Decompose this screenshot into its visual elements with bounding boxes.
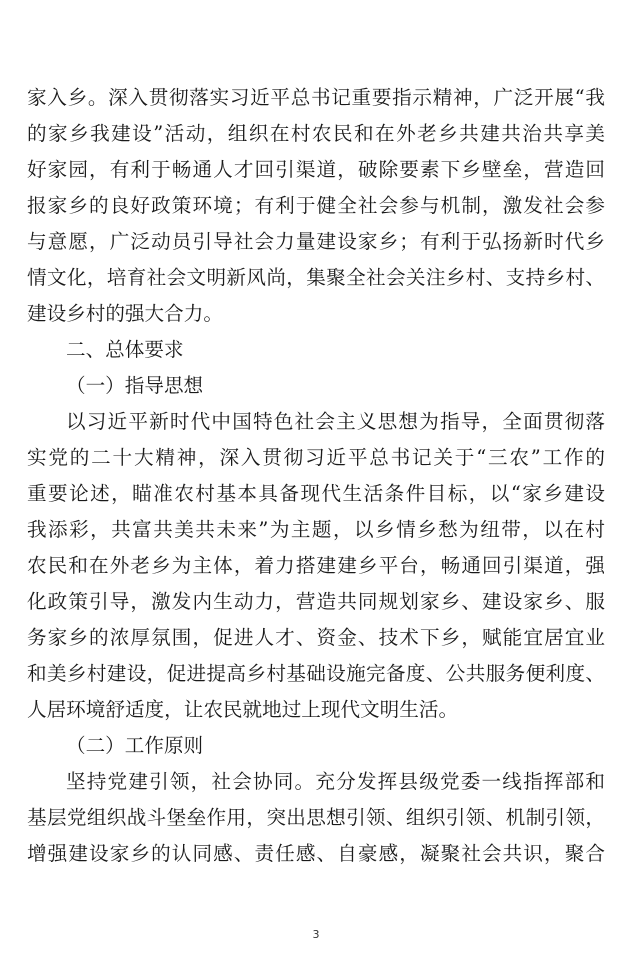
body-text-line: 的家乡我建设”活动，组织在村农民和在外老乡共建共治共享美 [27,122,605,145]
body-text-line: 我添彩，共富共美共未来”为主题，以乡情乡愁为纽带，以在村 [27,518,605,541]
page-number: 3 [312,928,320,941]
body-text-line: 建设乡村的强大合力。 [27,302,223,325]
body-text-line: 化政策引导，激发内生动力，营造共同规划家乡、建设家乡、服 [27,590,605,613]
body-text-line: 重要论述，瞄准农村基本具备现代生活条件目标，以“家乡建设 [27,482,605,505]
body-text-line: 增强建设家乡的认同感、责任感、自豪感，凝聚社会共识，聚合 [27,842,605,865]
body-text-line: 好家园，有利于畅通人才回引渠道，破除要素下乡壁垒，营造回 [27,158,605,181]
body-text-line: 和美乡村建设，促进提高乡村基础设施完备度、公共服务便利度、 [27,662,605,685]
body-text-line: 家入乡。深入贯彻落实习近平总书记重要指示精神，广泛开展“我 [27,86,605,109]
body-text-line: 实党的二十大精神，深入贯彻习近平总书记关于“三农”工作的 [27,446,605,469]
body-text-line: 坚持党建引领，社会协同。充分发挥县级党委一线指挥部和 [66,770,605,793]
body-text-line: 务家乡的浓厚氛围，促进人才、资金、技术下乡，赋能宜居宜业 [27,626,605,649]
body-text-line: 基层党组织战斗堡垒作用，突出思想引领、组织引领、机制引领， [27,806,605,829]
body-text-line: 与意愿，广泛动员引导社会力量建设家乡；有利于弘扬新时代乡 [27,230,605,253]
body-text-line: 农民和在外老乡为主体，着力搭建建乡平台，畅通回引渠道，强 [27,554,605,577]
body-text-line: 以习近平新时代中国特色社会主义思想为指导，全面贯彻落 [66,410,605,433]
section-heading: 二、总体要求 [66,338,184,361]
body-text-line: 人居环境舒适度，让农民就地过上现代文明生活。 [27,698,459,721]
subsection-heading: （一）指导思想 [66,374,204,397]
body-text-line: 报家乡的良好政策环境；有利于健全社会参与机制，激发社会参 [27,194,605,217]
body-text-line: 情文化，培育社会文明新风尚，集聚全社会关注乡村、支持乡村、 [27,266,605,289]
subsection-heading: （二）工作原则 [66,734,204,757]
